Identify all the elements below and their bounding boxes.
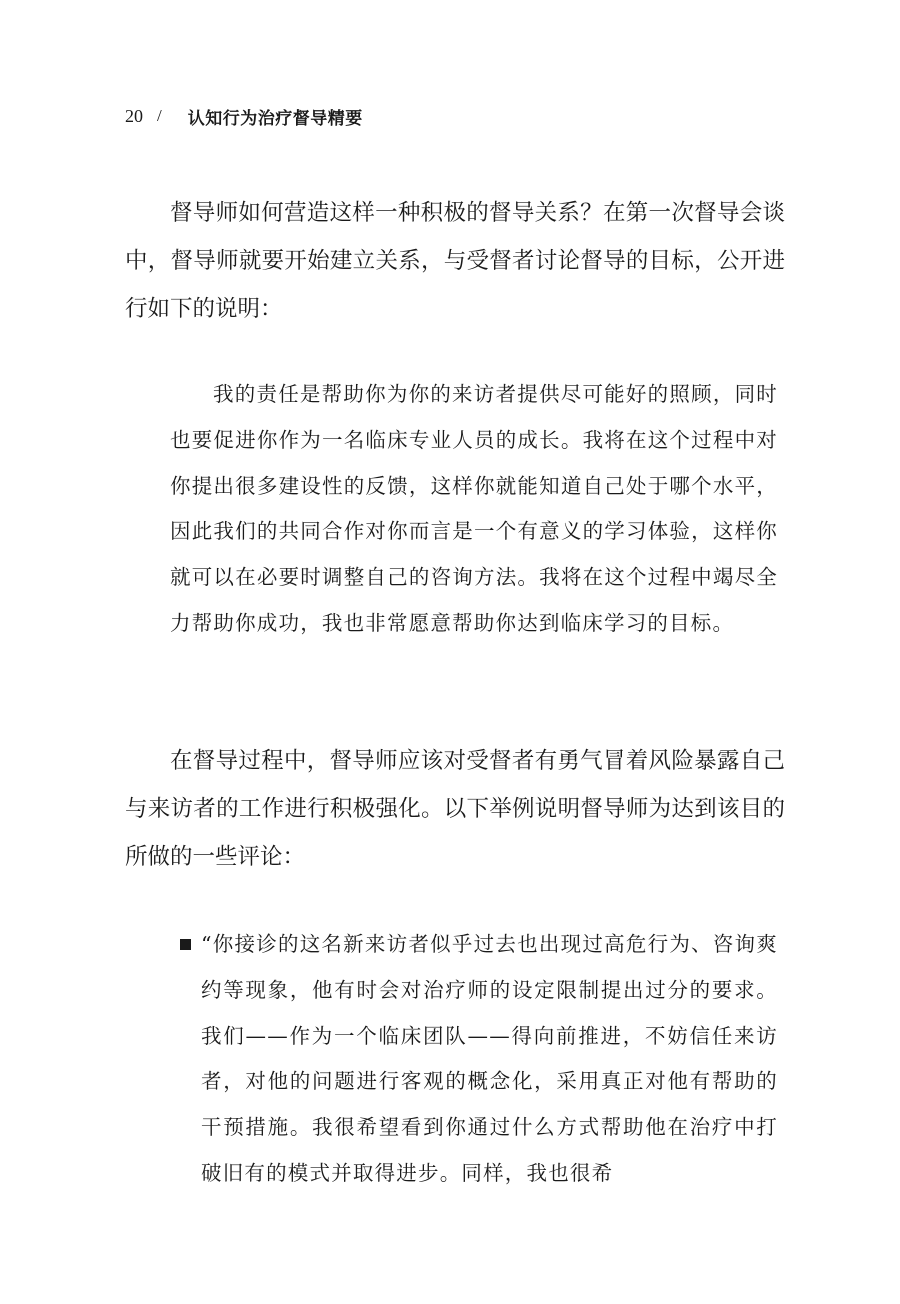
bullet-text: “你接诊的这名新来访者似乎过去也出现过高危行为、咨询爽约等现象，他有时会对治疗师的设定限制提出过分的要求。我们——作为一个临床团队——得向前推进，不妨信任来访者，对他的问题进行客观的概念化，采用真正对他有帮助的干预措施。我很希望看到你通过什么方式帮助他在治疗中打破旧有的模式并取得进步。同样，我也很希 [201, 932, 778, 1185]
body-paragraph-1: 督导师如何营造这样一种积极的督导关系？在第一次督导会谈中，督导师就要开始建立关系，与受督者讨论督导的目标，公开进行如下的说明： [125, 200, 785, 322]
page-number: 20 [125, 105, 143, 126]
header-separator: / [157, 106, 162, 125]
square-bullet-icon [180, 939, 191, 950]
block-quote: 我的责任是帮助你为你的来访者提供尽可能好的照顾，同时也要促进你作为一名临床专业人员的成长。我将在这个过程中对你提出很多建设性的反馈，这样你就能知道自己处于哪个水平，因此我们的共同合作对你而言是一个有意义的学习体验，这样你就可以在必要时调整自己的咨询方法。我将在这个过程中竭尽全力帮助你成功，我也非常愿意帮助你达到临床学习的目标。 [170, 382, 778, 635]
body-paragraph-2: 在督导过程中，督导师应该对受督者有勇气冒着风险暴露自己与来访者的工作进行积极强化。以下举例说明督导师为达到该目的所做的一些评论： [125, 748, 785, 870]
book-title: 认知行为治疗督导精要 [187, 108, 363, 129]
running-header [125, 101, 363, 131]
